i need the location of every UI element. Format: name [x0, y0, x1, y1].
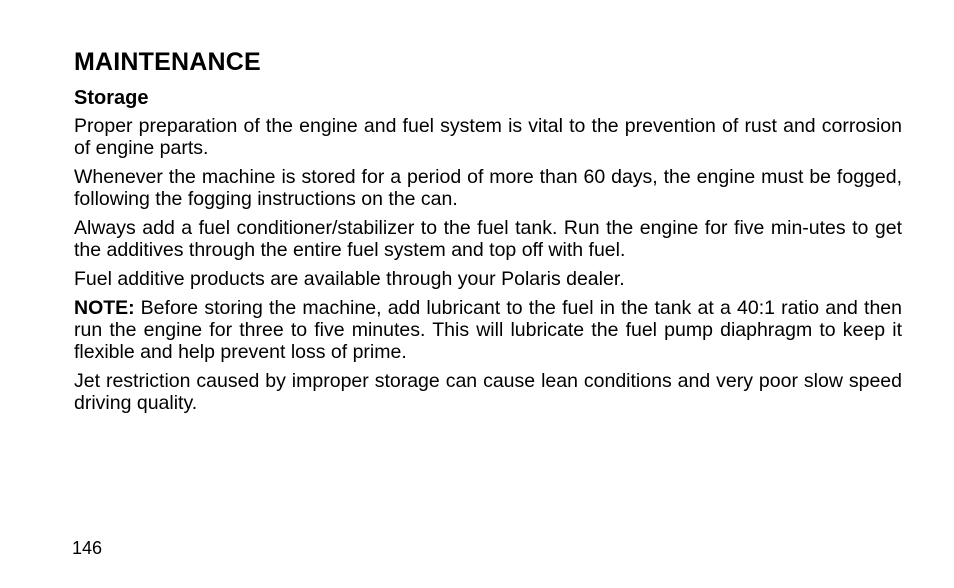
note-label: NOTE:	[74, 297, 135, 319]
paragraph-fogging: Whenever the machine is stored for a period of more than 60 days, the engine must be fogged, following the fogging instructions on the can.	[74, 166, 902, 210]
subsection-title: Storage	[74, 87, 149, 109]
paragraph-dealer: Fuel additive products are available through your Polaris dealer.	[74, 268, 625, 290]
paragraph-fuel-conditioner: Always add a fuel conditioner/stabilizer to the fuel tank. Run the engine for five min-utes to get the additives through the entire fuel system and top off with fuel.	[74, 217, 902, 261]
page-number: 146	[72, 538, 103, 558]
section-title: MAINTENANCE	[74, 48, 261, 76]
paragraph-jet-restriction: Jet restriction caused by improper storage can cause lean conditions and very poor slow speed driving quality.	[74, 370, 902, 414]
note-paragraph	[74, 297, 902, 363]
note-text: Before storing the machine, add lubricant to the fuel in the tank at a 40:1 ratio and then run the engine for three to five minutes. This will lubricate the fuel pump diaphragm to keep it flexible and help prevent loss of prime.	[74, 297, 902, 363]
paragraph-rust-prevention: Proper preparation of the engine and fuel system is vital to the prevention of rust and corrosion of engine parts.	[74, 115, 902, 159]
manual-page	[74, 46, 902, 421]
